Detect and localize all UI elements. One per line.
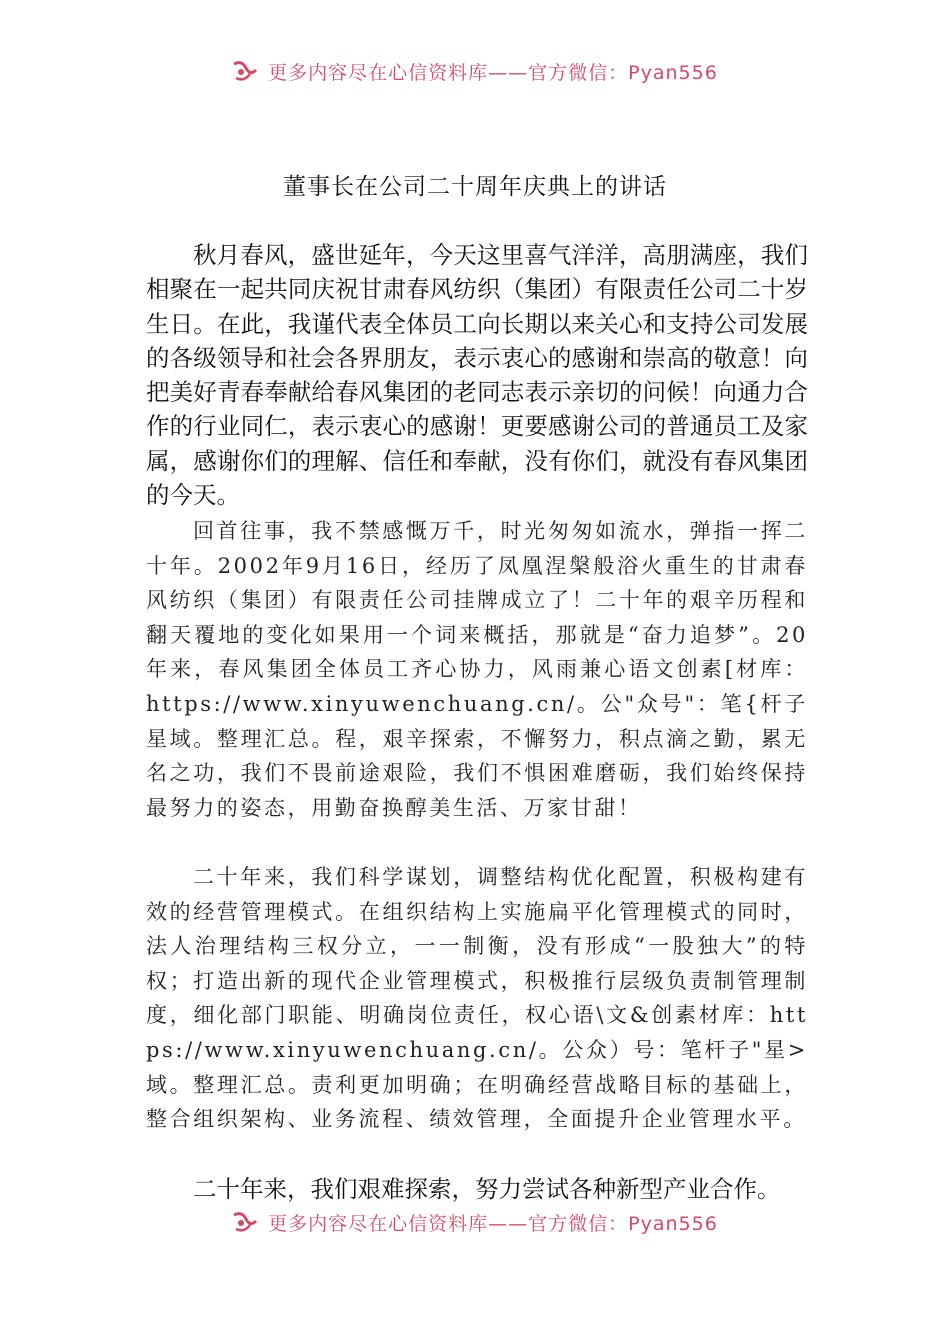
footer-watermark-text: 更多内容尽在心信资料库——官方微信：Pyan556 — [268, 1212, 718, 1235]
header-watermark-banner — [0, 56, 950, 86]
document-paragraph — [146, 1172, 808, 1206]
document-paragraph — [146, 238, 808, 512]
brand-logo-icon — [232, 60, 258, 82]
document-title: 董事长在公司二十周年庆典上的讲话 — [283, 174, 667, 200]
paragraph-text: 回首往事，我不禁感慨万千，时光匆匆如流水，弹指一挥二十年。2002年9月16日，经历了凤凰涅槃般浴火重生的甘肃春风纺织（集团）有限责任公司挂牌成立了！二十年的艰辛历程和翻天覆地的变化如果用一个词来概括，那就是“奋力追梦”。20年来，春风集团全体员工齐心协力，风雨兼心语文创素[材库：https://www.xinyuwenchuang.cn/。公"众号"：笔{杆子星域。整理汇总。程，艰辛探索，不懈努力，积点滴之勤，累无名之功，我们不畏前途艰险，我们不惧困难磨砺，我们始终保持最努力的姿态，用勤奋换醇美生活、万家甘甜！ — [146, 519, 808, 820]
document-paragraph — [146, 860, 808, 1137]
paragraph-text: 二十年来，我们科学谋划，调整结构优化配置，积极构建有效的经营管理模式。在组织结构上实施扁平化管理模式的同时，法人治理结构三权分立，一一制衡，没有形成“一股独大”的特权；打造出新的现代企业管理模式，积极推行层级负责制管理制度，细化部门职能、明确岗位责任，权心语\文&创素材库：https://www.xinyuwenchuang.cn/。公众）号：笔杆子"星>域。整理汇总。责利更加明确；在明确经营战略目标的基础上，整合组织架构、业务流程、绩效管理，全面提升企业管理水平。 — [146, 865, 808, 1132]
document-paragraph — [146, 514, 808, 825]
brand-logo-icon — [232, 1211, 258, 1233]
paragraph-text: 二十年来，我们艰难探索，努力尝试各种新型产业合作。 — [193, 1175, 781, 1203]
header-watermark-text: 更多内容尽在心信资料库——官方微信：Pyan556 — [268, 61, 718, 84]
paragraph-text: 秋月春风，盛世延年，今天这里喜气洋洋，高朋满座，我们相聚在一起共同庆祝甘肃春风纺织（集团）有限责任公司二十岁生日。在此，我谨代表全体员工向长期以来关心和支持公司发展的各级领导和社会各界朋友，表示衷心的感谢和崇高的敬意！向把美好青春奉献给春风集团的老同志表示亲切的问候！向通力合作的行业同仁，表示衷心的感谢！更要感谢公司的普通员工及家属，感谢你们的理解、信任和奉献，没有你们，就没有春风集团的今天。 — [146, 241, 808, 510]
footer-watermark-banner — [0, 1207, 950, 1237]
